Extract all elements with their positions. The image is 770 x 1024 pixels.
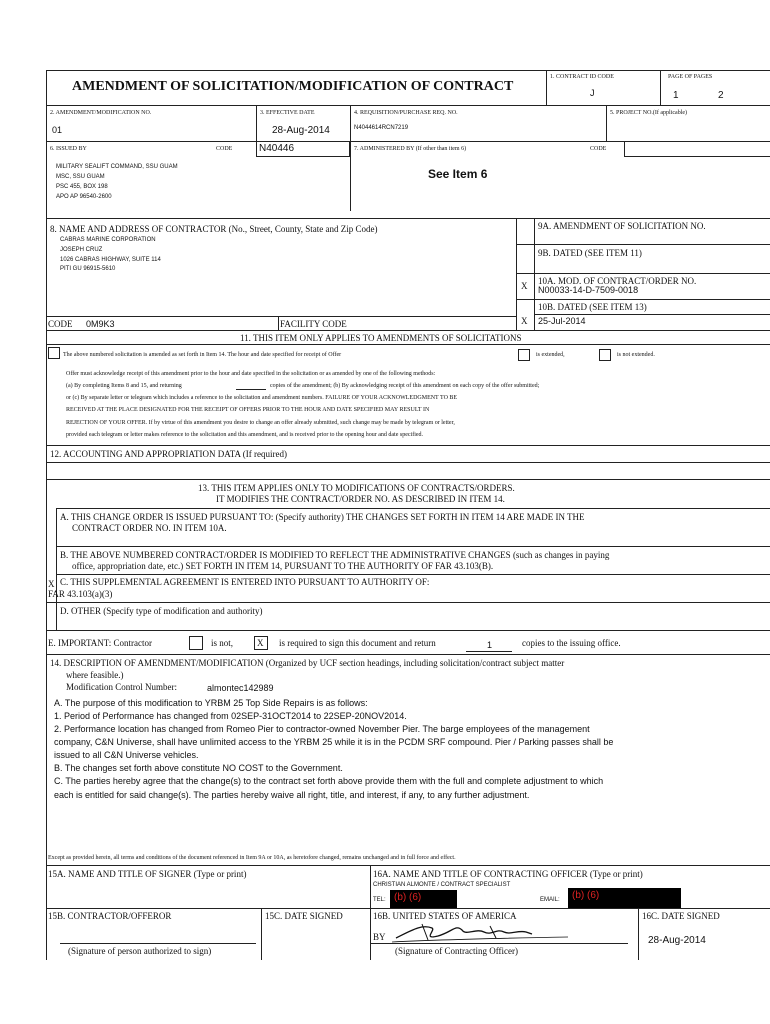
signature-person-caption: (Signature of person authorized to sign)	[68, 946, 212, 956]
item-13-title1: 13. THIS ITEM APPLIES ONLY TO MODIFICATIONS OF CONTRACTS/ORDERS.	[198, 483, 515, 493]
signer-15b-label: 15B. CONTRACTOR/OFFEROR	[48, 911, 172, 921]
item-11-p2a: (a) By completing Items 8 and 15, and returning	[66, 383, 182, 389]
item-10b-value: 25-Jul-2014	[538, 316, 586, 326]
contract-id-code: J	[590, 88, 595, 98]
item-11-p2b: copies of the amendment; (b) By acknowledging receipt of this amendment on each copy of the offer submitted;	[270, 383, 540, 389]
description-line: issued to all C&N Universe vehicles.	[54, 750, 199, 760]
signer-16b-label: 16B. UNITED STATES OF AMERICA	[373, 911, 517, 921]
tel-redaction: (b) (6)	[390, 890, 457, 908]
item-11-p5: REJECTION OF YOUR OFFER. If by virtue of this amendment you desire to change an offer already submitted, such change may be made by telegram or letter,	[66, 420, 455, 426]
signer-15a-label: 15A. NAME AND TITLE OF SIGNER (Type or print)	[48, 869, 247, 879]
description-line: C. The parties hereby agree that the change(s) to the contract set forth above provide them with the full and complete adjustment to which	[54, 776, 604, 786]
description-line: A. The purpose of this modification to YRBM 25 Top Side Repairs is as follows:	[54, 698, 368, 708]
item-11-p1: Offer must acknowledge receipt of this amendment prior to the hour and date specified in the solicitation or as amended by one of the following methods:	[66, 371, 436, 377]
issuer-line: APO AP 96540-2600	[56, 194, 112, 200]
control-number-label: Modification Control Number:	[66, 682, 177, 692]
amendment-no-label: 2. AMENDMENT/MODIFICATION NO.	[50, 110, 152, 116]
contractor-code-label: CODE	[48, 319, 73, 329]
page-number: 1	[673, 90, 679, 101]
item-10a-label: 10A. MOD. OF CONTRACT/ORDER NO.	[538, 276, 697, 286]
officer-signature	[392, 920, 572, 944]
item-14-label2: where feasible.)	[66, 670, 124, 680]
issuer-line: PSC 455, BOX 198	[56, 184, 108, 190]
administered-code-label: CODE	[590, 146, 607, 152]
item-11-p4: RECEIVED AT THE PLACE DESIGNATED FOR THE RECEIPT OF OFFERS PRIOR TO THE HOUR AND DATE SPECIFIED MAY RESULT IN	[66, 407, 430, 413]
item-11-title: 11. THIS ITEM ONLY APPLIES TO AMENDMENTS OF SOLICITATIONS	[240, 333, 522, 343]
by-label: BY	[373, 932, 386, 942]
item-13a-line2: CONTRACT ORDER NO. IN ITEM 10A.	[72, 523, 227, 533]
item-9b-label: 9B. DATED (SEE ITEM 11)	[538, 248, 642, 258]
description-line: each is entitled for said change(s). The parties hereby waive all right, title, and interest, if any, to any further adjustment.	[54, 790, 530, 800]
contractor-line: JOSEPH CRUZ	[60, 247, 103, 253]
requisition-no: N4044614RCN7219	[354, 125, 409, 131]
administered-by-value: See Item 6	[428, 167, 488, 181]
is-extended: is extended,	[536, 352, 565, 358]
tel-label: TEL:	[373, 897, 386, 903]
not-extended-checkbox[interactable]	[599, 349, 611, 361]
copies-tail: copies to the issuing office.	[522, 638, 621, 648]
requisition-label: 4. REQUISITION/PURCHASE REQ. NO.	[354, 110, 458, 116]
item-10a-value: N00033-14-D-7509-0018	[538, 285, 639, 295]
facility-code-label: FACILITY CODE	[280, 319, 347, 329]
item-13b-line1: B. THE ABOVE NUMBERED CONTRACT/ORDER IS MODIFIED TO REFLECT THE ADMINISTRATIVE CHANGES (such as changes in paying	[60, 550, 610, 560]
item-11-p6: provided each telegram or letter makes reference to the solicitation and this amendment, and is received prior to the opening hour and date specified.	[66, 432, 424, 438]
contractor-line: PITI GU 96915-5610	[60, 266, 116, 272]
contractor-label: 8. NAME AND ADDRESS OF CONTRACTOR (No., Street, County, State and Zip Code)	[50, 224, 378, 234]
contractor-line: CABRAS MARINE CORPORATION	[60, 237, 156, 243]
amended-checkbox[interactable]	[48, 347, 60, 359]
signature-officer-caption: (Signature of Contracting Officer)	[395, 946, 519, 956]
item-13c-line2: FAR 43.103(a)(3)	[48, 589, 113, 599]
item-13a-line1: A. THIS CHANGE ORDER IS ISSUED PURSUANT TO: (Specify authority) THE CHANGES SET FORTH IN ITEM 14 ARE MADE IN THE	[60, 512, 585, 522]
form-title: AMENDMENT OF SOLICITATION/MODIFICATION OF CONTRACT	[72, 79, 514, 94]
contractor-line: 1026 CABRAS HIGHWAY, SUITE 114	[60, 257, 161, 263]
contracting-officer-name: CHRISTIAN ALMONTE / CONTRACT SPECIALIST	[373, 882, 511, 888]
project-no-label: 5. PROJECT NO.(If applicable)	[610, 110, 688, 116]
item-12-label: 12. ACCOUNTING AND APPROPRIATION DATA (If required)	[50, 449, 288, 459]
description-line: B. The changes set forth above constitute NO COST to the Government.	[54, 763, 343, 773]
effective-date: 28-Aug-2014	[272, 125, 330, 136]
amendment-no: 01	[52, 125, 63, 135]
is-not-extended: is not extended.	[617, 352, 655, 358]
signer-15c-label: 15C. DATE SIGNED	[265, 911, 343, 921]
extended-checkbox[interactable]	[518, 349, 530, 361]
issued-by-label: 6. ISSUED BY	[50, 146, 87, 152]
item-11-line1: The above numbered solicitation is amended as set forth in Item 14. The hour and date specified for receipt of Offer	[63, 352, 342, 358]
email-redaction: (b) (6)	[568, 888, 681, 908]
issued-by-code-label: CODE	[216, 146, 233, 152]
description-line: 1. Period of Performance has changed from 02SEP-31OCT2014 to 22SEP-20NOV2014.	[54, 711, 407, 721]
issued-by-code: N40446	[259, 143, 295, 154]
email-label: EMAIL:	[540, 897, 560, 903]
item-10b-label: 10B. DATED (SEE ITEM 13)	[538, 302, 647, 312]
item-11-p3: or (c) By separate letter or telegram which includes a reference to the solicitation and amendment numbers. FAILURE OF YOUR ACKNOWLEDGMENT TO BE	[66, 395, 458, 401]
item-13c-line1: C. THIS SUPPLEMENTAL AGREEMENT IS ENTERED INTO PURSUANT TO AUTHORITY OF:	[60, 577, 430, 587]
is-required-mark: X	[257, 638, 264, 648]
contractor-code: 0M9K3	[86, 319, 115, 329]
page-count: 2	[718, 90, 724, 101]
administered-by-label: 7. ADMINISTERED BY (If other than item 6)	[354, 146, 467, 152]
effective-date-label: 3. EFFECTIVE DATE	[260, 110, 315, 116]
item-13-title2: IT MODIFIES THE CONTRACT/ORDER NO. AS DESCRIBED IN ITEM 14.	[216, 494, 505, 504]
contract-id-code-label: 1. CONTRACT ID CODE	[550, 74, 614, 80]
description-line: company, C&N Universe, shall have unlimited access to the YRBM 25 while it is in the PCDM SRF compound. Pier / Parking passes shall be	[54, 737, 614, 747]
item-10b-mark: X	[521, 316, 528, 326]
signer-16a-label: 16A. NAME AND TITLE OF CONTRACTING OFFICER (Type or print)	[373, 869, 643, 879]
item-9a-label: 9A. AMENDMENT OF SOLICITATION NO.	[538, 221, 706, 231]
terms-footer: Except as provided herein, all terms and conditions of the document referenced in Item 9A or 10A, as heretofore changed, remains unchanged and in full force and effect.	[48, 855, 456, 861]
is-required-label: is required to sign this document and return	[279, 638, 436, 648]
description-line: 2. Performance location has changed from Romeo Pier to contractor-owned November Pier. The barge employees of the management	[54, 724, 590, 734]
signer-16c-label: 16C. DATE SIGNED	[642, 911, 720, 921]
is-not-checkbox[interactable]	[189, 636, 203, 650]
item-13c-mark: X	[48, 579, 55, 589]
item-14-label1: 14. DESCRIPTION OF AMENDMENT/MODIFICATION (Organized by UCF section headings, including solicitation/contract subject matter	[50, 658, 565, 668]
item-10a-mark: X	[521, 281, 528, 291]
control-number: almontec142989	[207, 683, 274, 693]
page-of-pages-label: PAGE OF PAGES	[668, 74, 713, 80]
date-signed-value: 28-Aug-2014	[648, 935, 706, 946]
copies-count: 1	[487, 640, 493, 650]
item-13b-line2: office, appropriation date, etc.) SET FORTH IN ITEM 14, PURSUANT TO THE AUTHORITY OF FAR 43.103(B).	[72, 561, 494, 571]
issuer-line: MSC, SSU GUAM	[56, 174, 105, 180]
important-label: E. IMPORTANT: Contractor	[48, 638, 153, 648]
is-not-label: is not,	[211, 638, 234, 648]
issuer-line: MILITARY SEALIFT COMMAND, SSU GUAM	[56, 164, 178, 170]
item-13d-line1: D. OTHER (Specify type of modification and authority)	[60, 606, 263, 616]
